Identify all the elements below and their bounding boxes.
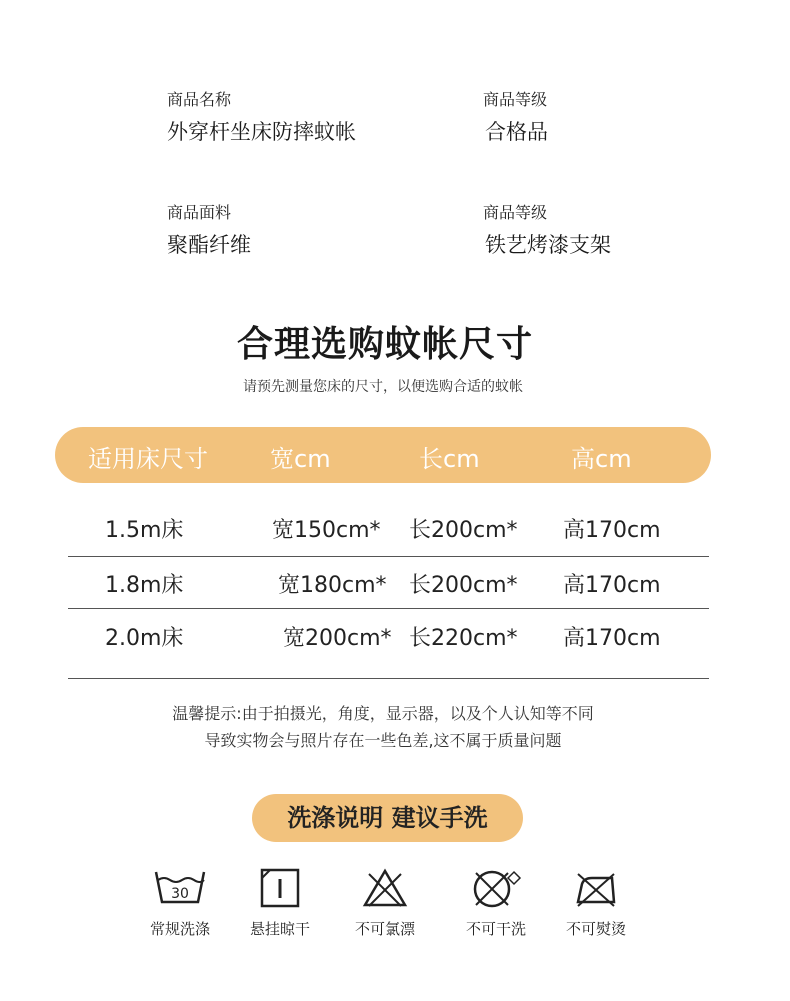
cell-height: 高170cm [563, 573, 661, 598]
cell-width: 宽180cm* [278, 573, 387, 598]
row-divider [68, 556, 709, 557]
care-item-no-dry-clean [446, 868, 546, 939]
no-iron-icon [572, 868, 620, 908]
care-label: 不可熨烫 [565, 920, 626, 938]
cell-height: 高170cm [563, 626, 661, 651]
care-item-wash [130, 868, 230, 939]
care-item-hang [230, 868, 330, 939]
no-dry-clean-icon [468, 868, 524, 908]
spec-label-name: 商品名称 [167, 90, 232, 109]
row-divider [68, 608, 709, 609]
cell-width: 宽200cm* [283, 626, 392, 651]
table-header [55, 427, 711, 483]
spec-label-fabric: 商品面料 [167, 203, 232, 222]
table-bottom-rule [68, 678, 709, 679]
washing-title: 洗涤说明 建议手洗 [252, 794, 523, 842]
spec-value-grade: 合格品 [485, 120, 548, 144]
care-label: 不可氯漂 [354, 920, 415, 938]
size-title: 合理选购蚊帐尺寸 [236, 324, 533, 365]
header-width: 宽cm [270, 445, 331, 473]
hang-dry-icon [258, 868, 302, 908]
cell-bed-size: 1.8m床 [105, 573, 184, 598]
no-bleach-icon [361, 868, 409, 908]
cell-height: 高170cm [563, 518, 661, 543]
care-label: 不可干洗 [465, 920, 526, 938]
header-height: 高cm [571, 445, 632, 473]
cell-length: 长220cm* [409, 626, 518, 651]
note-line-2: 导致实物会与照片存在一些色差,这不属于质量问题 [204, 731, 562, 750]
spec-value-fabric: 聚酯纤维 [167, 233, 251, 257]
spec-label-grade: 商品等级 [483, 90, 548, 109]
care-label: 悬挂晾干 [249, 920, 310, 938]
spec-value-frame: 铁艺烤漆支架 [485, 233, 611, 257]
size-subtitle: 请预先测量您床的尺寸，以便选购合适的蚊帐 [243, 379, 523, 395]
wash-temp-mark: 30 [171, 886, 189, 902]
cell-width: 宽150cm* [272, 518, 381, 543]
header-length: 长cm [419, 445, 480, 473]
care-label: 常规洗涤 [149, 920, 210, 938]
table-row [68, 503, 709, 555]
note-line-1: 温馨提示:由于拍摄光，角度，显示器，以及个人认知等不同 [172, 704, 594, 723]
table-row [68, 558, 709, 610]
wash-30-icon [152, 868, 208, 908]
care-item-no-iron [546, 868, 646, 939]
cell-length: 长200cm* [409, 518, 518, 543]
spec-label-frame: 商品等级 [483, 203, 548, 222]
table-row [68, 611, 709, 663]
header-bed-size: 适用床尺寸 [88, 445, 208, 473]
care-item-no-bleach [335, 868, 435, 939]
spec-value-name: 外穿杆坐床防摔蚊帐 [167, 120, 356, 144]
cell-bed-size: 1.5m床 [105, 518, 184, 543]
cell-length: 长200cm* [409, 573, 518, 598]
cell-bed-size: 2.0m床 [105, 626, 184, 651]
